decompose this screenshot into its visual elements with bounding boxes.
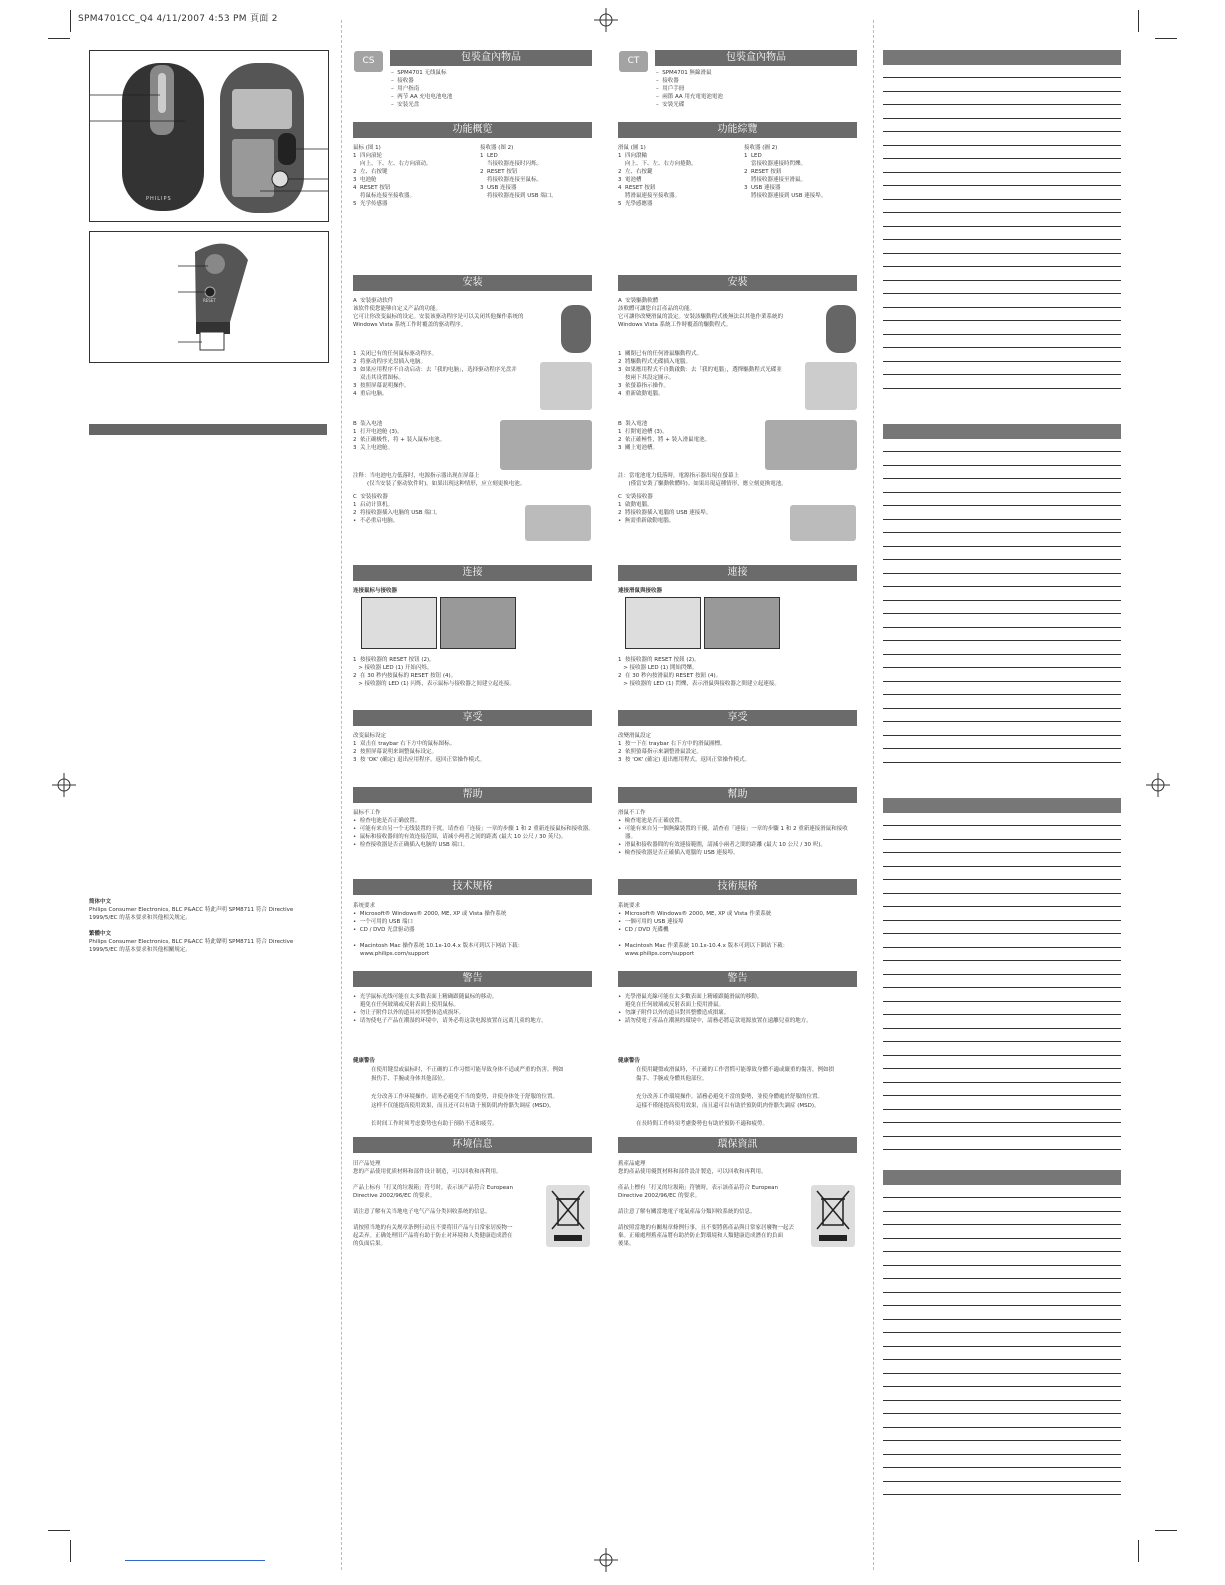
- note-line: [883, 1467, 1121, 1468]
- pc-photo: [805, 362, 857, 410]
- battery-photo: [500, 420, 592, 470]
- note-line: [883, 172, 1121, 173]
- note-line: [883, 492, 1121, 493]
- cs-enjoy-text: 改变鼠标设定 1 双击在 traybar 右下方中的鼠标图标。 2 按照屏幕说明来调整鼠标设定。 3 按 'OK' (确定) 退出应用程序。返回正常操作模式。: [353, 733, 485, 763]
- note-line: [883, 388, 1121, 389]
- note-line: [883, 735, 1121, 736]
- note-line: [883, 1427, 1121, 1428]
- note-line: [883, 77, 1121, 78]
- note-line: [883, 478, 1121, 479]
- figure-receiver-box: [89, 231, 329, 363]
- note-line: [883, 158, 1121, 159]
- note-line: [883, 266, 1121, 267]
- note-line: [883, 1319, 1121, 1320]
- note-line: [883, 1211, 1121, 1212]
- lang-tab-cs: CS: [354, 51, 383, 72]
- connect-step1-photo: [625, 597, 701, 649]
- note-line: [883, 280, 1121, 281]
- note-line: [883, 1109, 1121, 1110]
- note-line: [883, 374, 1121, 375]
- cs-help-header: 帮助: [353, 787, 592, 803]
- note-line: [883, 1197, 1121, 1198]
- note-line: [883, 1346, 1121, 1347]
- note-line: [883, 1373, 1121, 1374]
- mouse-figure-icon: [90, 51, 328, 221]
- note-line: [883, 1028, 1121, 1029]
- cs-connect-steps: 1 按接收器的 RESET 按钮 (2)。 > 接收器 LED (1) 开始闪烁。 2 在 30 秒内按鼠标的 RESET 按钮 (4)。 > 接收器的 LED (1) 闪烁，表示鼠标与接收器之间建立起连接。: [353, 657, 515, 687]
- connect-step2-photo: [704, 597, 780, 649]
- usb-photo: [525, 505, 591, 541]
- note-line: [883, 347, 1121, 348]
- note-line: [883, 559, 1121, 560]
- note-line: [883, 762, 1121, 763]
- crop-mark: [1138, 10, 1139, 32]
- note-line: [883, 640, 1121, 641]
- ct-box-contents-header: 包裝盒內物品: [655, 50, 857, 66]
- registration-mark-icon: [594, 1548, 618, 1572]
- registration-mark-icon: [1146, 773, 1170, 797]
- note-line: [883, 1413, 1121, 1414]
- note-line: [883, 825, 1121, 826]
- cs-connect-header: 连接: [353, 565, 592, 581]
- note-line: [883, 320, 1121, 321]
- lang-tab-ct: CT: [619, 51, 648, 72]
- cs-help-text: 鼠标不工作 • 检查电池是否正确放置。 • 可能有来自另一个无线装置的干扰。请查看「连接」一章的步骤 1 和 2 重新连接鼠标和接收器。 • 鼠标和接收器间的有效连接范围，请减小两者之间的距离 (最大 10 公尺 / 30 英尺)。 • 检查接收器是否正确插入电脑的 USB 端口。: [353, 810, 594, 848]
- mouse-photo: [561, 305, 591, 353]
- note-line: [883, 334, 1121, 335]
- note-line: [883, 1454, 1121, 1455]
- note-line: [883, 1305, 1121, 1306]
- note-line: [883, 293, 1121, 294]
- note-line: [883, 1041, 1121, 1042]
- note-line: [883, 532, 1121, 533]
- note-line: [883, 307, 1121, 308]
- note-line: [883, 361, 1121, 362]
- ct-connect-header: 連接: [618, 565, 857, 581]
- declaration-tc-title: 繁體中文: [89, 931, 112, 937]
- mouse-brand-label: PHILIPS: [146, 196, 172, 202]
- ct-warning-header: 警告: [618, 971, 857, 987]
- crop-mark: [1155, 38, 1177, 39]
- ct-install-a: A 安裝驅動軟體 該軟體可讓您自訂產品的功能。 它可讓你改變滑鼠的設定。安裝該驅動程式後無法以其他作業系統的 Windows Vista 系統工作時覆蓋的驅動程式。: [618, 298, 784, 328]
- note-line: [883, 118, 1121, 119]
- cs-env-text: 旧产品处理 您的产品使用优质材料和部件设计制造，可以回收和再利用。 产品上标有「打叉的垃圾箱」符号时，表示该产品符合 European Directive 2002/96/EC 的要求。 请注意了解有关当地电子电气产品分类回收系统的信息。 请按照当地的有关规章条例行动且不要将旧产品与日常家居废物一 起丢弃。正确处理旧产品将有助于防止对环境和人类健康造成潜在 的负面后果。: [353, 1161, 513, 1247]
- cs-warning-text: • 光学鼠标光线可能在太多数表面上精确跟随鼠标的移动。 避免在任何玻璃或反射表面上使用鼠标。 • 勿让子附件以外的道具对其整体造成损坏。 • 请勿使电子产品在潮湿的环境中，请务必将这款电源放置在远离儿童的地方。: [353, 994, 547, 1024]
- note-line: [883, 852, 1121, 853]
- ct-specs-text: 系統要求 • Microsoft® Windows® 2000, ME, XP 或 Vista 作業系統 • 一個可用的 USB 連接埠 • CD / DVD 光碟機 • Macintosh Mac 作業系統 10.1x-10.4.x 版本可到以下網站下載： www.philips.com/support: [618, 903, 789, 957]
- note-line: [883, 1359, 1121, 1360]
- note-line: [883, 199, 1121, 200]
- note-line: [883, 1251, 1121, 1252]
- crop-mark: [70, 1540, 71, 1562]
- note-line: [883, 104, 1121, 105]
- print-slug: SPM4701CC_Q4 4/11/2007 4:53 PM 頁面 2: [78, 14, 278, 24]
- note-line: [883, 505, 1121, 506]
- registration-mark-icon: [594, 8, 618, 32]
- left-header-bar: [89, 424, 327, 435]
- fold-line: [873, 20, 874, 1570]
- receiver-figure-icon: [90, 232, 328, 362]
- note-line: [883, 451, 1121, 452]
- ct-env-header: 環保資訊: [618, 1137, 857, 1153]
- note-line: [883, 145, 1121, 146]
- cs-health-title: 健康警告: [353, 1058, 376, 1064]
- ct-env-text: 舊產品處理 您的產品使用優質材料和部件設計製造，可以回收和再利用。 產品上標有「打叉的垃圾箱」符號時，表示該產品符合 European Directive 2002/96/EC 的要求。 請注意了解有關當地電子電氣產品分類回收系統的信息。 請按照當地的有關規章條例行事，且不要將舊產品與日常家居廢物一起丟 棄。正確處理舊產品將有助於防止對環境和人類健康造成潛在的負面 後果。: [618, 1161, 795, 1247]
- cs-specs-header: 技术规格: [353, 879, 592, 895]
- mouse-photo: [826, 305, 856, 353]
- ct-install-note: 註：當電池電力低落時，電源指示器出現在螢幕上 (僅當安裝了驅動軟體時)。如果出現這種情形，應立刻更換電池。: [618, 473, 787, 487]
- note-line: [883, 627, 1121, 628]
- ct-install-c: C 安裝接收器 1 啟動電腦。 2 將接收器插入電腦的 USB 連接埠。 • 無需重新啟動電腦。: [618, 494, 712, 524]
- cs-warning-header: 警告: [353, 971, 592, 987]
- notes-header-bar: [883, 424, 1121, 439]
- note-line: [883, 866, 1121, 867]
- note-line: [883, 1224, 1121, 1225]
- note-line: [883, 667, 1121, 668]
- cs-enjoy-header: 享受: [353, 710, 592, 726]
- cs-env-header: 环境信息: [353, 1137, 592, 1153]
- note-line: [883, 1238, 1121, 1239]
- usb-photo: [790, 505, 856, 541]
- crop-mark: [48, 1530, 70, 1531]
- note-line: [883, 681, 1121, 682]
- cs-box-contents-header: 包裝盒內物品: [390, 50, 592, 66]
- note-line: [883, 974, 1121, 975]
- ct-install-b: B 裝入電池 1 打開電池槽 (3)。 2 依正確極性，將 + 裝入滑鼠電池。 3 關上電池槽。: [618, 421, 711, 451]
- note-line: [883, 253, 1121, 254]
- notes-header-bar: [883, 1170, 1121, 1185]
- note-line: [883, 987, 1121, 988]
- note-line: [883, 465, 1121, 466]
- note-line: [883, 1386, 1121, 1387]
- note-line: [883, 947, 1121, 948]
- ct-overview-header: 功能綜覽: [618, 122, 857, 138]
- note-line: [883, 1278, 1121, 1279]
- ct-warning-text: • 光學滑鼠光線可能在太多數表面上精確跟隨滑鼠的移動。 避免在任何玻璃或反射表面上使用滑鼠。 • 勿讓子附件以外的道具對其整體造成損壞。 • 請勿使電子產品在潮濕的環境中，請務必將這款電源放置在遠離兒童的地方。: [618, 994, 812, 1024]
- note-line: [883, 879, 1121, 880]
- ct-overview-receiver: 接收器 (圖 2) 1 LED 當接收器連接時閃爍。 2 RESET 按鈕 將接收器連接至滑鼠。 3 USB 連接器 將接收器連接到 USB 連接埠。: [744, 145, 827, 199]
- note-line: [883, 960, 1121, 961]
- registration-mark-icon: [52, 773, 76, 797]
- cs-install-a-steps: 1 关闭已有的任何鼠标驱动程序。 2 将驱动程序光盘插入电脑。 3 如果应用程序不自动启动：去「我的电脑」，选择驱动程序光盘并 双击其设置图标。 3 按照屏幕说明操作。 4 重启电脑。: [353, 351, 517, 397]
- cs-install-c: C 安装接收器 1 启动计算机。 2 将接收器插入电脑的 USB 端口。 • 不必重启电脑。: [353, 494, 441, 524]
- weee-bin-icon: [546, 1185, 590, 1247]
- cs-install-header: 安装: [353, 275, 592, 291]
- note-line: [883, 1265, 1121, 1266]
- note-line: [883, 546, 1121, 547]
- crop-mark: [70, 10, 71, 32]
- note-line: [883, 91, 1121, 92]
- pc-photo: [540, 362, 592, 410]
- cs-install-note: 注释：当电池电力低落时，电源指示器出现在屏幕上 (仅当安装了驱动软件时)。如果出现这种情形，应立刻更换电池。: [353, 473, 526, 487]
- note-line: [883, 839, 1121, 840]
- note-line: [883, 708, 1121, 709]
- ct-help-header: 幫助: [618, 787, 857, 803]
- note-line: [883, 586, 1121, 587]
- note-line: [883, 906, 1121, 907]
- ct-enjoy-text: 改變滑鼠設定 1 按一下在 traybar 右下方中的滑鼠圖標。 2 依照螢幕指示來調整滑鼠設定。 3 按 'OK' (確定) 退出應用程式。返回正常操作模式。: [618, 733, 750, 763]
- ct-health-text: 在使用鍵盤或滑鼠時，不正確的工作習慣可能導致身體不適或嚴重的傷害，例如損 傷手、手腕或身體其他部位。 充分改善工作環境操作。請務必避免不當的姿勢，並使身體處於舒服的位置。 這樣不僅能提高使用效果，而且還可以有助於預防肌肉骨骼失調症 (MSD)。 在長時間工作時須考慮姿勢也有助於預防不適和疲勞。: [636, 1067, 835, 1127]
- ct-enjoy-header: 享受: [618, 710, 857, 726]
- crop-mark: [1155, 1530, 1177, 1531]
- note-line: [883, 1332, 1121, 1333]
- note-line: [883, 933, 1121, 934]
- ct-help-text: 滑鼠不工作 • 檢查電池是否正確放置。 • 可能有來自另一個無線裝置的干擾。請查看「連接」一章的步驟 1 和 2 重新連接滑鼠和接收 器。 • 滑鼠和接收器間的有效連接範圍，請減小兩者之間的距離 (最大 10 公尺 / 30 呎)。 • 檢查接收器是否正確插入電腦的 USB 連接埠。: [618, 810, 848, 856]
- cs-overview-receiver: 接收器 (图 2) 1 LED 当接收器连接时闪烁。 2 RESET 按钮 将接收器连接至鼠标。 3 USB 连接器 将接收器连接到 USB 端口。: [480, 145, 557, 199]
- ct-connect-steps: 1 按接收器的 RESET 按鈕 (2)。 > 接收器 LED (1) 開始閃爍。 2 在 30 秒內按滑鼠的 RESET 按鈕 (4)。 > 接收器的 LED (1) 閃爍，表示滑鼠與接收器之間建立起連接。: [618, 657, 780, 687]
- note-line: [883, 1068, 1121, 1069]
- figure-mouse-box: [89, 50, 329, 222]
- cs-overview-header: 功能概览: [353, 122, 592, 138]
- blue-rule: [125, 1560, 265, 1561]
- note-line: [883, 1400, 1121, 1401]
- notes-header-bar: [883, 50, 1121, 65]
- cs-box-contents-list: – SPM4701 无线鼠标 – 接收器 – 用户指南 – 两节 AA 充电电池电池 – 安装光盘: [391, 70, 453, 108]
- note-line: [883, 1095, 1121, 1096]
- note-line: [883, 226, 1121, 227]
- cs-connect-sub: 连接鼠标与接收器: [353, 588, 398, 594]
- cs-install-a: A 安装驱动软件 该软件使您能够自定义产品的功能。 它可让你改变鼠标的设定。安装该驱动程序是可以关闭其他操作系统的 Windows Vista 系统工作时覆盖的驱动程序。: [353, 298, 524, 328]
- note-line: [883, 1440, 1121, 1441]
- note-line: [883, 1082, 1121, 1083]
- ct-overview-mouse: 滑鼠 (圖 1) 1 四向滾輪 向上、下、左、右方向捲動。 2 左、右按鍵 3 電池槽 4 RESET 按鈕 將滑鼠連接至接收器。 5 光學感應器: [618, 145, 697, 207]
- note-line: [883, 185, 1121, 186]
- note-line: [883, 573, 1121, 574]
- cs-overview-mouse: 鼠标 (图 1) 1 四向滚轮 向上、下、左、右方向滚动。 2 左、右按键 3 电池舱 4 RESET 按钮 将鼠标连接至接收器。 5 光学传感器: [353, 145, 432, 207]
- note-line: [883, 239, 1121, 240]
- crop-mark: [48, 38, 70, 39]
- declaration-tc-text: Philips Consumer Electronics, BLC P&ACC 特此聲明 SPM8711 符合 Directive 1999/5/EC 的基本要求和其他相關規定。: [89, 939, 294, 953]
- note-line: [883, 721, 1121, 722]
- notes-header-bar: [883, 798, 1121, 813]
- weee-bin-icon: [811, 1185, 855, 1247]
- ct-specs-header: 技術規格: [618, 879, 857, 895]
- fold-line: [341, 20, 342, 1570]
- note-line: [883, 893, 1121, 894]
- crop-mark: [1138, 1540, 1139, 1562]
- cs-install-b: B 装入电池 1 打开电池舱 (3)。 2 依正确极性，将 + 装入鼠标电池。 3 关上电池舱。: [353, 421, 446, 451]
- note-line: [883, 1481, 1121, 1482]
- ct-health-title: 健康警告: [618, 1058, 641, 1064]
- receiver-reset-label: RESET: [203, 298, 216, 303]
- note-line: [883, 212, 1121, 213]
- note-line: [883, 600, 1121, 601]
- note-line: [883, 1494, 1121, 1495]
- note-line: [883, 654, 1121, 655]
- note-line: [883, 694, 1121, 695]
- note-line: [883, 613, 1121, 614]
- note-line: [883, 920, 1121, 921]
- note-line: [883, 748, 1121, 749]
- declaration-sc-title: 简体中文: [89, 899, 112, 905]
- ct-connect-sub: 連接滑鼠與接收器: [618, 588, 663, 594]
- note-line: [883, 519, 1121, 520]
- ct-install-a-steps: 1 關閉已有的任何滑鼠驅動程式。 2 將驅動程式光碟插入電腦。 3 如果應用程式不自動啟動：去「我的電腦」，選擇驅動程式光碟並 按兩下其設定圖示。 3 依螢幕指示操作。 4 重新啟動電腦。: [618, 351, 782, 397]
- battery-photo: [765, 420, 857, 470]
- note-line: [883, 1292, 1121, 1293]
- note-line: [883, 1055, 1121, 1056]
- connect-step1-photo: [361, 597, 437, 649]
- note-line: [883, 1122, 1121, 1123]
- declaration-sc-text: Philips Consumer Electronics, BLC P&ACC 特此声明 SPM8711 符合 Directive 1999/5/EC 的基本要求和其他相关规定。: [89, 907, 294, 921]
- ct-install-header: 安裝: [618, 275, 857, 291]
- note-line: [883, 1136, 1121, 1137]
- ct-box-contents-list: – SPM4701 無線滑鼠 – 接收器 – 用戶手冊 – 兩節 AA 用充電電池電池 – 安裝光碟: [656, 70, 723, 108]
- connect-step2-photo: [440, 597, 516, 649]
- note-line: [883, 1149, 1121, 1150]
- cs-health-text: 在使用键盘或鼠标时，不正确的工作习惯可能导致身体不适或严重的伤害。例如 损伤手、手腕或身体其他部位。 充分改善工作环境操作。请务必避免不当的姿势，并使身体处于舒服的位置。 这样不仅能提高使用效果，而且还可以有助于预防肌肉骨骼失调症 (MSD)。 长时间工作时须考虑姿势也有助于预防不适和疲劳。: [371, 1067, 564, 1127]
- cs-specs-text: 系统要求 • Microsoft® Windows® 2000, ME, XP 或 Vista 操作系统 • 一个可用的 USB 端口 • CD / DVD 光盘驱动器 • Macintosh Mac 操作系统 10.1x-10.4.x 版本可到以下网站下载： www.philips.com/support: [353, 903, 524, 957]
- note-line: [883, 131, 1121, 132]
- note-line: [883, 1014, 1121, 1015]
- note-line: [883, 1001, 1121, 1002]
